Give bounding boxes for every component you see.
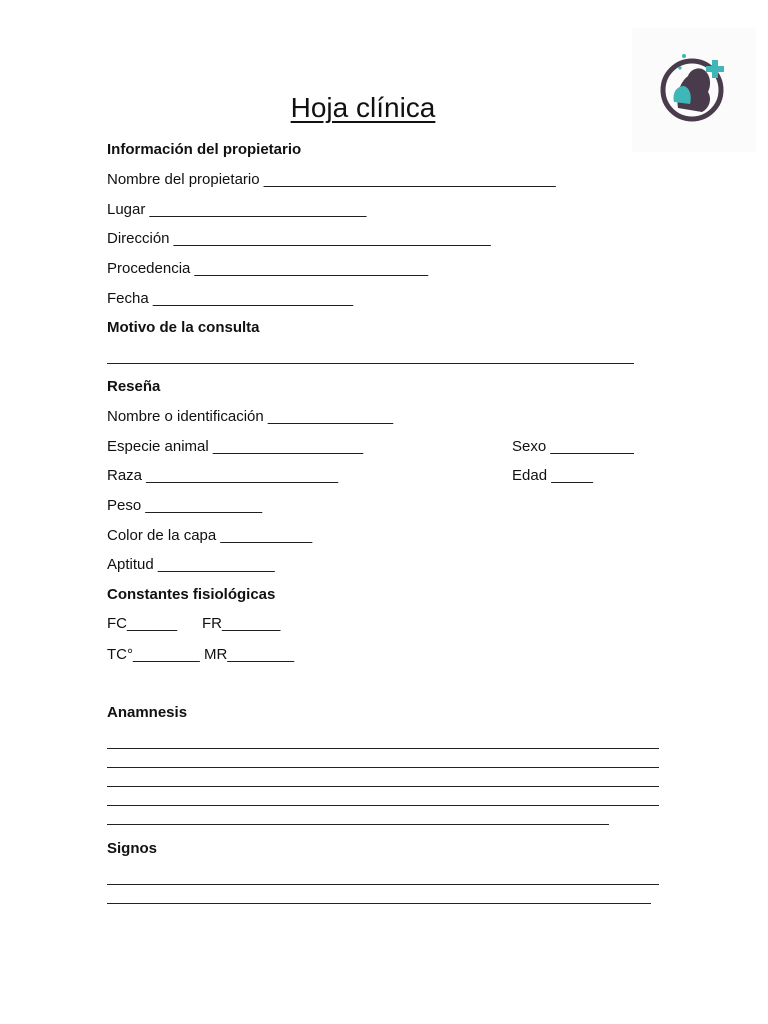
clinic-logo — [632, 28, 756, 152]
reason-answer-line[interactable] — [107, 363, 634, 364]
age-field[interactable]: Edad _____ — [512, 467, 593, 484]
anamnesis-line-3[interactable] — [107, 786, 659, 787]
anamnesis-line-1[interactable] — [107, 748, 659, 749]
fr-field[interactable]: FR_______ — [202, 615, 281, 632]
review-section-heading: Reseña — [107, 378, 161, 395]
vitals-section-heading: Constantes fisiológicas — [107, 586, 276, 603]
fc-field[interactable]: FC______ — [107, 615, 178, 632]
owner-name-field[interactable]: Nombre del propietario ___________________________________ — [107, 171, 556, 188]
tc-field[interactable]: TC°________ — [107, 646, 200, 663]
sex-field[interactable]: Sexo __________ — [512, 438, 634, 455]
breed-field[interactable]: Raza _______________________ — [107, 467, 339, 484]
aptitude-field[interactable]: Aptitud ______________ — [107, 556, 275, 573]
signs-line-1[interactable] — [107, 884, 659, 885]
origin-field[interactable]: Procedencia ____________________________ — [107, 260, 429, 277]
date-field[interactable]: Fecha ________________________ — [107, 290, 354, 307]
page-title: Hoja clínica — [290, 92, 436, 123]
anamnesis-line-2[interactable] — [107, 767, 659, 768]
anamnesis-section-heading: Anamnesis — [107, 704, 188, 721]
mr-field[interactable]: MR________ — [204, 646, 295, 663]
name-id-field[interactable]: Nombre o identificación _______________ — [107, 408, 394, 425]
anamnesis-line-5[interactable] — [107, 824, 609, 825]
signs-section-heading: Signos — [107, 840, 158, 857]
anamnesis-line-4[interactable] — [107, 805, 659, 806]
reason-section-heading: Motivo de la consulta — [107, 319, 260, 336]
owner-section-heading: Información del propietario — [107, 141, 302, 158]
coat-color-field[interactable]: Color de la capa ___________ — [107, 527, 313, 544]
signs-line-2[interactable] — [107, 903, 651, 904]
weight-field[interactable]: Peso ______________ — [107, 497, 263, 514]
species-field[interactable]: Especie animal __________________ — [107, 438, 364, 455]
place-field[interactable]: Lugar __________________________ — [107, 201, 367, 218]
address-field[interactable]: Dirección ______________________________________ — [107, 230, 491, 247]
